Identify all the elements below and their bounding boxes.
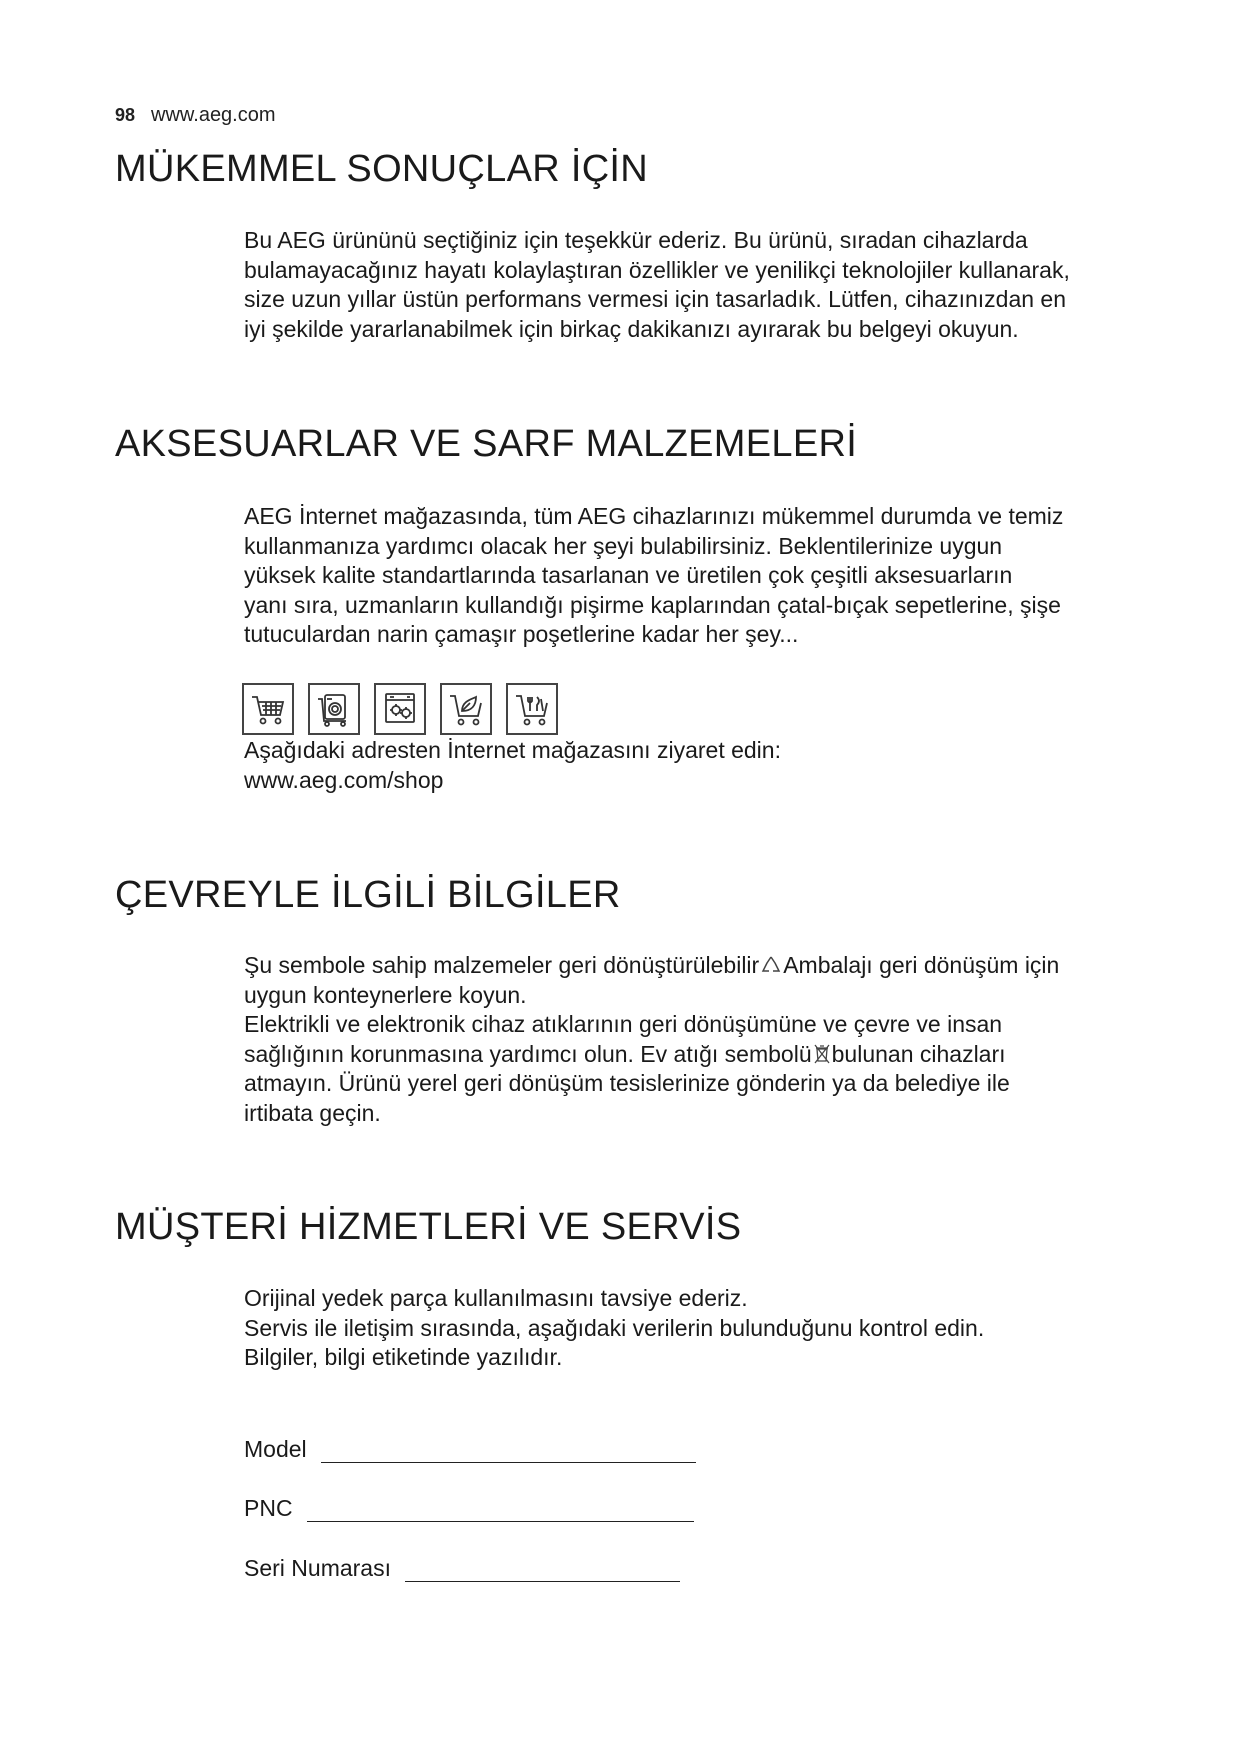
crossed-bin-icon <box>814 1044 830 1064</box>
text-fragment: sağlığının korunmasına yardımcı olun. Ev atığı sembolü <box>244 1040 812 1067</box>
shop-url-link[interactable]: www.aeg.com/shop <box>244 766 444 793</box>
section-title-environment: ÇEVREYLE İLGİLİ BİLGİLER <box>115 874 621 916</box>
text-line: irtibata geçin. <box>244 1099 381 1126</box>
intro-paragraph <box>244 226 1154 344</box>
accessory-icons <box>242 683 558 735</box>
model-line[interactable] <box>321 1440 696 1463</box>
model-field[interactable] <box>244 1436 696 1463</box>
text-line: bulamayacağınız hayatı kolaylaştıran özellikler ve yenilikçi teknolojiler kullanarak, <box>244 256 1070 283</box>
text-line: Bu AEG ürününü seçtiğiniz için teşekkür ederiz. Bu ürünü, sıradan cihazlarda <box>244 227 1028 253</box>
text-line: yüksek kalite standartlarında tasarlanan ve üretilen çok çeşitli aksesuarların <box>244 562 1013 588</box>
cart-leaf-icon <box>440 683 492 735</box>
washer-cart-icon <box>308 683 360 735</box>
text-line: Bilgiler, bilgi etiketinde yazılıdır. <box>244 1344 563 1370</box>
page-header <box>115 104 276 127</box>
text-line: Orijinal yedek parça kullanılmasını tavsiye ederiz. <box>244 1285 748 1311</box>
section-title-results: MÜKEMMEL SONUÇLAR İÇİN <box>115 148 649 190</box>
dishwasher-gear-icon <box>374 683 426 735</box>
text-line: AEG İnternet mağazasında, tüm AEG cihazlarınızı mükemmel durumda ve temiz <box>244 503 1064 529</box>
text-line: uygun konteynerlere koyun. <box>244 981 527 1008</box>
section-title-customer-service: MÜŞTERİ HİZMETLERİ VE SERVİS <box>115 1206 742 1248</box>
section-title-accessories: AKSESUARLAR VE SARF MALZEMELERİ <box>115 423 858 465</box>
accessories-paragraph <box>244 502 1154 650</box>
field-label: Model <box>244 1436 307 1462</box>
text-line <box>244 1040 1154 1070</box>
recycle-icon <box>761 955 781 975</box>
text-line: yanı sıra, uzmanların kullandığı pişirme kaplarından çatal-bıçak sepetlerine, şişe <box>244 591 1061 618</box>
text-fragment: Ambalajı geri dönüşüm için <box>783 952 1060 978</box>
service-paragraph <box>244 1284 1154 1373</box>
pnc-field[interactable] <box>244 1495 694 1522</box>
text-line <box>244 951 1154 981</box>
text-line: Servis ile iletişim sırasında, aşağıdaki verilerin bulunduğunu kontrol edin. <box>244 1314 985 1341</box>
text-line: tutuculardan narin çamaşır poşetlerine kadar her şey... <box>244 621 799 647</box>
cart-utensils-icon <box>506 683 558 735</box>
text-line: iyi şekilde yararlanabilmek için birkaç dakikanızı ayırarak bu belgeyi okuyun. <box>244 315 1019 342</box>
text-line: Aşağıdaki adresten İnternet mağazasını ziyaret edin: <box>244 737 781 763</box>
text-fragment: Şu sembole sahip malzemeler geri dönüştürülebilir <box>244 952 760 978</box>
shop-visit-paragraph <box>244 736 1154 795</box>
field-label: Seri Numarası <box>244 1555 391 1581</box>
environment-paragraph <box>244 951 1154 1128</box>
shopping-cart-icon <box>242 683 294 735</box>
header-url[interactable]: www.aeg.com <box>151 104 276 126</box>
text-line: size uzun yıllar üstün performans vermesi için tasarladık. Lütfen, cihazınızdan en <box>244 286 1067 312</box>
field-label: PNC <box>244 1495 293 1521</box>
pnc-line[interactable] <box>307 1499 694 1522</box>
serial-number-field[interactable] <box>244 1555 680 1582</box>
text-line: Elektrikli ve elektronik cihaz atıklarının geri dönüşümüne ve çevre ve insan <box>244 1011 1003 1037</box>
text-line: kullanmanıza yardımcı olacak her şeyi bulabilirsiniz. Beklentilerinize uygun <box>244 532 1003 559</box>
text-fragment: bulunan cihazları <box>831 1040 1006 1067</box>
serial-number-line[interactable] <box>405 1559 680 1582</box>
page-number: 98 <box>115 105 136 125</box>
text-line: atmayın. Ürünü yerel geri dönüşüm tesislerinize gönderin ya da belediye ile <box>244 1070 1010 1096</box>
